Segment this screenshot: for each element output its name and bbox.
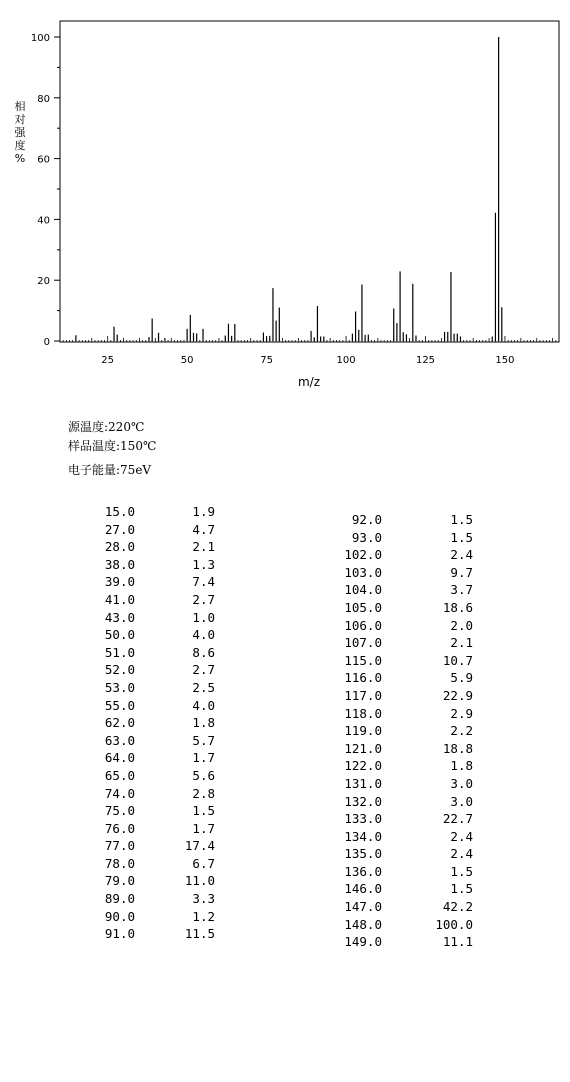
mz-value: 77.0: [104, 838, 135, 854]
abundance-value: 2.0: [450, 617, 473, 633]
abundance-value: 22.7: [442, 811, 473, 827]
abundance-value: 18.8: [442, 740, 473, 756]
abundance-value: 4.0: [192, 697, 215, 713]
peak-table-row: [334, 775, 473, 793]
peak-table-row: [334, 546, 473, 564]
mz-value: 63.0: [104, 732, 135, 748]
y-tick-label: 60: [37, 154, 50, 166]
mz-value: 79.0: [104, 873, 135, 889]
peak-table-row: [89, 573, 215, 591]
peak-table-row: [334, 722, 473, 740]
abundance-value: 7.4: [192, 574, 215, 590]
abundance-value: 2.8: [192, 785, 215, 801]
abundance-value: 3.0: [450, 793, 473, 809]
peak-table-row: [89, 802, 215, 820]
abundance-value: 10.7: [442, 652, 473, 668]
abundance-value: 22.9: [442, 687, 473, 703]
peak-table-left: [89, 503, 215, 943]
abundance-value: 1.0: [192, 609, 215, 625]
abundance-value: 1.5: [192, 803, 215, 819]
abundance-value: 11.0: [184, 873, 215, 889]
sample-temperature: 样品温度:150℃: [68, 439, 157, 453]
abundance-value: 5.7: [192, 732, 215, 748]
abundance-value: 1.5: [450, 529, 473, 545]
peak-table-row: [89, 872, 215, 890]
peak-table-right: [334, 511, 473, 951]
abundance-value: 5.9: [450, 670, 473, 686]
abundance-value: 2.9: [450, 705, 473, 721]
x-axis: [60, 336, 559, 366]
y-axis-label-char: 强: [14, 126, 26, 139]
mz-value: 64.0: [104, 750, 135, 766]
mz-value: 55.0: [104, 697, 135, 713]
abundance-value: 1.5: [450, 881, 473, 897]
electron-energy: 电子能量:75eV: [68, 463, 152, 477]
mz-value: 115.0: [344, 652, 382, 668]
peak-table-row: [334, 599, 473, 617]
mz-value: 136.0: [344, 863, 382, 879]
abundance-value: 2.4: [450, 547, 473, 563]
x-tick-label: 25: [101, 355, 115, 366]
peak-table-row: [89, 556, 215, 574]
peak-table-row: [89, 521, 215, 539]
mz-value: 43.0: [104, 609, 135, 625]
abundance-value: 1.7: [192, 820, 215, 836]
y-axis-label: [15, 99, 27, 165]
peak-table-row: [89, 503, 215, 521]
peak-table-row: [334, 863, 473, 881]
mz-value: 118.0: [344, 705, 382, 721]
source-temperature: 源温度:220℃: [68, 420, 145, 434]
plot-frame: [60, 21, 559, 342]
abundance-value: 4.7: [192, 521, 215, 537]
mz-value: 39.0: [104, 574, 135, 590]
peak-table-row: [334, 880, 473, 898]
mz-value: 135.0: [344, 846, 382, 862]
abundance-value: 42.2: [442, 899, 473, 915]
y-axis-label-char: 对: [14, 113, 26, 126]
y-axis-label-char: 度: [14, 139, 26, 152]
abundance-value: 8.6: [192, 644, 215, 660]
x-tick-label: 150: [495, 355, 515, 366]
mz-value: 116.0: [344, 670, 382, 686]
peak-table-row: [89, 661, 215, 679]
abundance-value: 1.5: [450, 512, 473, 527]
abundance-value: 1.8: [450, 758, 473, 774]
mz-value: 41.0: [104, 591, 135, 607]
peak-table-row: [334, 581, 473, 599]
peak-table-row: [334, 511, 473, 529]
peak-table-row: [89, 890, 215, 908]
mz-value: 132.0: [344, 793, 382, 809]
mz-value: 131.0: [344, 775, 382, 791]
mz-value: 104.0: [344, 582, 382, 598]
mz-value: 15.0: [104, 504, 135, 519]
peak-table-row: [334, 740, 473, 758]
abundance-value: 1.9: [192, 504, 215, 519]
abundance-value: 5.6: [192, 767, 215, 783]
mz-value: 147.0: [344, 899, 382, 915]
mz-value: 38.0: [104, 556, 135, 572]
mz-value: 148.0: [344, 916, 382, 932]
mz-value: 121.0: [344, 740, 382, 756]
x-tick-label: 50: [180, 355, 194, 366]
mz-value: 50.0: [104, 627, 135, 643]
x-tick-label: 125: [415, 355, 436, 366]
mz-value: 103.0: [344, 564, 382, 580]
mz-value: 106.0: [344, 617, 382, 633]
abundance-value: 2.7: [192, 662, 215, 678]
abundance-value: 2.4: [450, 846, 473, 862]
mz-value: 89.0: [104, 891, 135, 907]
y-tick-label: 80: [37, 93, 50, 105]
peak-table-row: [89, 591, 215, 609]
abundance-value: 11.1: [442, 934, 473, 950]
abundance-value: 1.3: [192, 556, 215, 572]
mz-value: 65.0: [104, 767, 135, 783]
peak-table-row: [334, 933, 473, 951]
peak-table-row: [334, 634, 473, 652]
abundance-value: 1.7: [192, 750, 215, 766]
peak-table-row: [334, 828, 473, 846]
peak-table-row: [334, 810, 473, 828]
mass-spectrum-chart: [0, 0, 570, 400]
y-tick-label: 40: [37, 215, 50, 227]
mz-value: 76.0: [104, 820, 135, 836]
mz-value: 119.0: [344, 723, 382, 739]
y-tick-label: 100: [30, 33, 50, 44]
mz-value: 74.0: [104, 785, 135, 801]
y-axis-label-char: 相: [14, 100, 26, 113]
mz-value: 146.0: [344, 881, 382, 897]
abundance-value: 3.0: [450, 775, 473, 791]
y-axis-label-char: %: [14, 152, 26, 165]
peak-table-row: [89, 749, 215, 767]
peak-table-row: [89, 908, 215, 926]
peak-table-row: [334, 916, 473, 934]
mz-value: 62.0: [104, 715, 135, 731]
peak-table-row: [89, 855, 215, 873]
y-axis: [31, 33, 60, 348]
abundance-value: 17.4: [184, 838, 215, 854]
peak-table-row: [89, 679, 215, 697]
abundance-value: 2.2: [450, 723, 473, 739]
abundance-value: 2.4: [450, 828, 473, 844]
abundance-value: 1.2: [192, 908, 215, 924]
mz-value: 53.0: [104, 679, 135, 695]
abundance-value: 2.1: [192, 539, 215, 555]
peak-table-row: [334, 793, 473, 811]
peak-bars: [76, 37, 502, 341]
peak-table-row: [89, 714, 215, 732]
peak-table-row: [334, 687, 473, 705]
peak-table-row: [89, 609, 215, 627]
mz-value: 134.0: [344, 828, 382, 844]
mz-value: 93.0: [351, 529, 382, 545]
abundance-value: 6.7: [192, 855, 215, 871]
peak-table-row: [89, 626, 215, 644]
y-tick-label: 0: [43, 337, 50, 348]
peak-table-row: [89, 538, 215, 556]
peak-table-row: [334, 529, 473, 547]
peak-table-row: [89, 767, 215, 785]
x-tick-label: 75: [260, 355, 273, 366]
peak-table-row: [334, 669, 473, 687]
peak-table-row: [89, 785, 215, 803]
peak-table-row: [334, 564, 473, 582]
mz-value: 51.0: [104, 644, 135, 660]
mz-value: 91.0: [104, 926, 135, 942]
abundance-value: 11.5: [184, 926, 215, 942]
peak-table-row: [334, 617, 473, 635]
peak-table-row: [334, 705, 473, 723]
mz-value: 122.0: [344, 758, 382, 774]
mz-value: 149.0: [344, 934, 382, 950]
peak-table-row: [334, 757, 473, 775]
mz-value: 27.0: [104, 521, 135, 537]
peak-table-row: [89, 837, 215, 855]
x-axis-label: m/z: [297, 375, 321, 389]
mz-value: 133.0: [344, 811, 382, 827]
peak-table-row: [334, 845, 473, 863]
mz-value: 75.0: [104, 803, 135, 819]
abundance-value: 2.1: [450, 635, 473, 651]
peak-table-row: [334, 652, 473, 670]
mz-value: 107.0: [344, 635, 382, 651]
mz-value: 28.0: [104, 539, 135, 555]
peak-table-row: [89, 820, 215, 838]
mz-value: 102.0: [344, 547, 382, 563]
peak-table-row: [89, 925, 215, 943]
mz-value: 105.0: [344, 599, 382, 615]
abundance-value: 18.6: [442, 599, 473, 615]
abundance-value: 2.7: [192, 591, 215, 607]
abundance-value: 100.0: [435, 916, 473, 932]
peak-table-row: [334, 898, 473, 916]
mz-value: 90.0: [104, 908, 135, 924]
mz-value: 92.0: [351, 512, 382, 527]
x-tick-label: 100: [336, 355, 356, 366]
abundance-value: 2.5: [192, 679, 215, 695]
abundance-value: 4.0: [192, 627, 215, 643]
abundance-value: 1.5: [450, 863, 473, 879]
abundance-value: 1.8: [192, 715, 215, 731]
abundance-value: 9.7: [450, 564, 473, 580]
mz-value: 117.0: [344, 687, 382, 703]
abundance-value: 3.3: [192, 891, 215, 907]
abundance-value: 3.7: [450, 582, 473, 598]
peak-table-row: [89, 644, 215, 662]
peak-table-row: [89, 697, 215, 715]
peak-table-row: [89, 732, 215, 750]
mz-value: 78.0: [104, 855, 135, 871]
y-tick-label: 20: [37, 276, 50, 288]
mz-value: 52.0: [104, 662, 135, 678]
